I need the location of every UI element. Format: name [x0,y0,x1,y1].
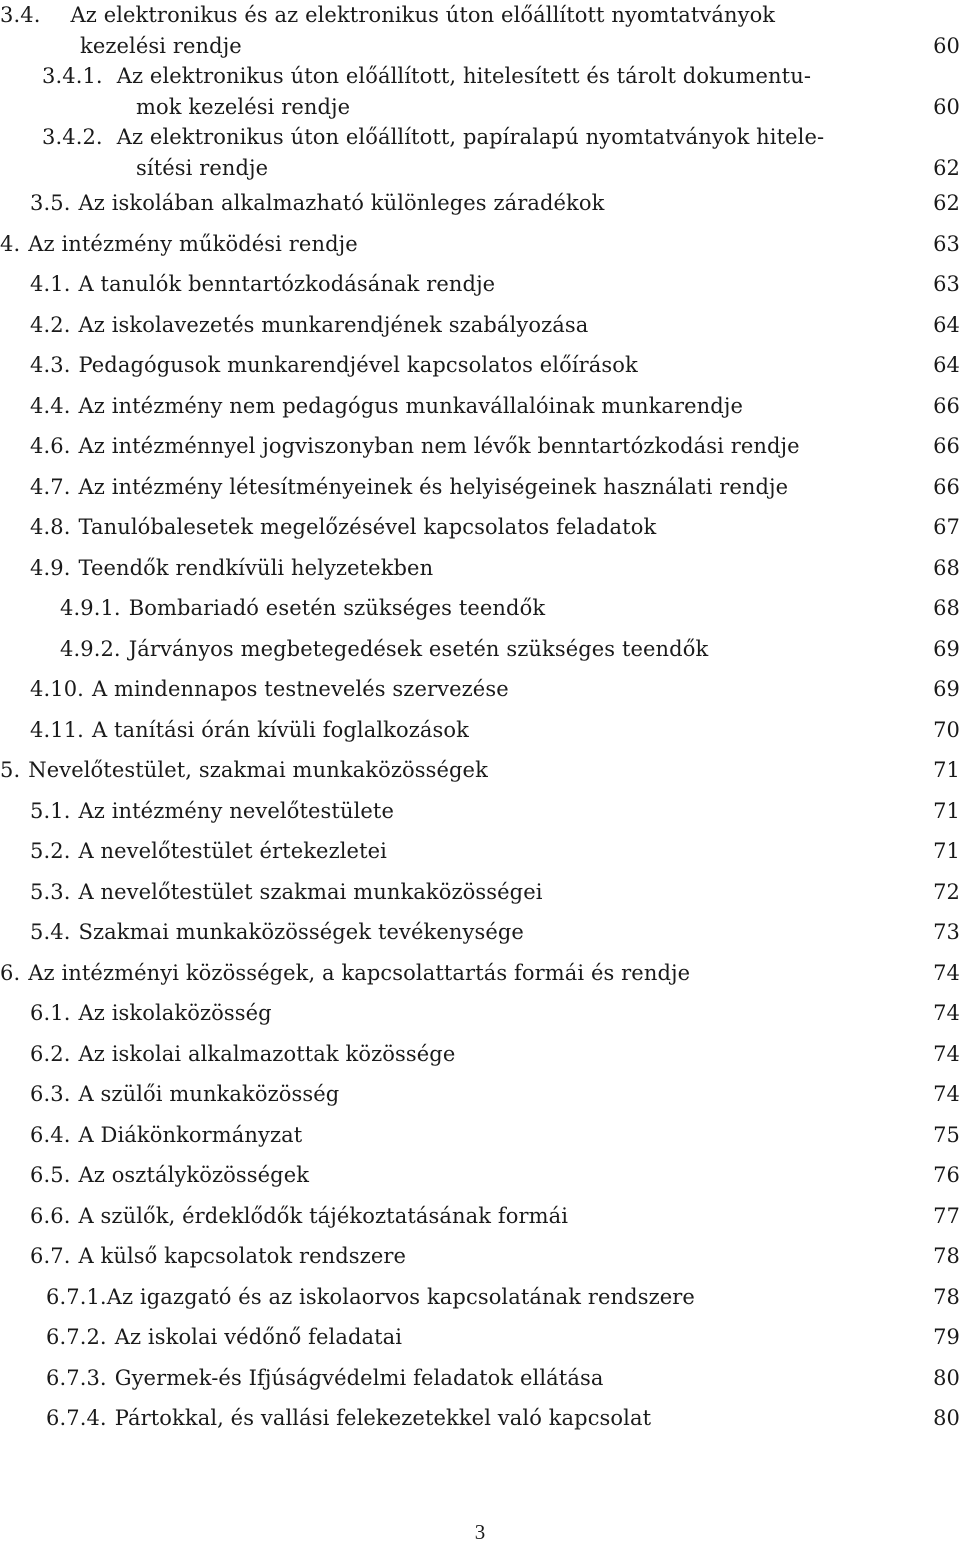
toc-page-number: 77 [933,1203,960,1228]
toc-entry[interactable] [0,993,960,1034]
toc-entry[interactable] [0,1398,960,1439]
toc-page-number: 72 [933,879,960,904]
toc-entry-number: 4.9. [30,555,71,580]
toc-entry[interactable] [0,426,960,467]
toc-entry-title: Az iskolaközösség [78,1001,272,1025]
toc-entry[interactable] [0,1115,960,1156]
toc-entry-number: 3.4.1. [42,64,103,88]
toc-entry-number: 6.7.3. [46,1365,107,1390]
toc-page-number: 74 [933,960,960,985]
toc-entry-number: 4.9.1. [60,596,121,620]
toc-entry[interactable] [0,872,960,913]
toc-page-number: 70 [933,717,960,742]
toc-page-number: 76 [933,1163,960,1187]
toc-page-number: 80 [933,1365,960,1390]
toc-entry-number: 6.7.2. [46,1325,107,1349]
toc-entry[interactable] [0,1196,960,1237]
toc-entry[interactable] [0,183,960,224]
toc-entry-number: 3.5. [30,191,71,215]
toc-page-number: 79 [933,1325,960,1349]
toc-entry-number: 4.3. [30,353,71,377]
toc-entry[interactable] [0,0,960,61]
toc-entry[interactable] [0,224,960,265]
toc-entry-title: Pártokkal, és vallási felekezetekkel való kapcsolat [114,1406,652,1430]
toc-entry[interactable] [0,710,960,751]
toc-page-number: 73 [933,920,960,944]
toc-entry[interactable] [0,831,960,872]
toc-entry-number: 4.9.2. [60,636,121,661]
toc-entry-number: 4.2. [30,312,71,337]
toc-entry-number: 6.7. [30,1244,71,1268]
toc-entry-number: 5.4. [30,920,71,944]
toc-page-number: 66 [933,434,960,458]
toc-entry[interactable] [0,467,960,508]
toc-entry-title: Az igazgató és az iskolaorvos kapcsolatának rendszere [106,1284,695,1309]
toc-entry-number: 6.2. [30,1041,71,1066]
toc-entry-title: Gyermek-és Ifjúságvédelmi feladatok ellátása [114,1365,604,1390]
toc-page-number: 66 [933,474,960,499]
toc-entry-title: Az iskolában alkalmazható különleges záradékok [78,191,605,215]
toc-entry-number: 4.7. [30,474,71,499]
toc-entry-title: Az iskolai alkalmazottak közössége [78,1041,456,1066]
toc-entry-title: Szakmai munkaközösségek tevékenysége [78,920,524,944]
toc-page-number: 62 [933,191,960,215]
toc-entry-title: A tanulók benntartózkodásának rendje [78,272,496,296]
toc-entry-number: 5.3. [30,879,71,904]
toc-entry-title: Az elektronikus úton előállított, hitelesített és tárolt dokumentu- [116,64,812,88]
toc-page-number: 78 [933,1284,960,1309]
toc-entry-title: Tanulóbalesetek megelőzésével kapcsolatos feladatok [78,515,657,539]
toc-entry-number: 6.5. [30,1163,71,1187]
toc-entry-title: Az intézménnyel jogviszonyban nem lévők benntartózkodási rendje [78,434,800,458]
toc-entry[interactable] [0,264,960,305]
toc-entry-number: 6.7.4. [46,1406,107,1430]
toc-entry-title: Teendők rendkívüli helyzetekben [78,555,434,580]
toc-entry-title: kezelési rendje [80,34,242,58]
toc-entry-title: A nevelőtestület szakmai munkaközösségei [78,879,543,904]
toc-entry[interactable] [0,1317,960,1358]
toc-page-number: 63 [933,231,960,256]
toc-entry-title: Bombariadó esetén szükséges teendők [128,596,546,620]
toc-page-number: 66 [933,393,960,418]
toc-entry-number: 6. [0,960,21,985]
toc-entry-title: mok kezelési rendje [136,95,351,119]
toc-entry-number: 6.1. [30,1001,71,1025]
toc-entry-number: 4.8. [30,515,71,539]
toc-entry-title: Az intézményi közösségek, a kapcsolattartás formái és rendje [28,960,691,985]
toc-page-number: 78 [933,1244,960,1268]
page-number: 3 [474,1520,486,1544]
toc-entry[interactable] [0,61,960,122]
toc-entry-title: sítési rendje [136,156,269,180]
toc-entry-title: Az intézmény nem pedagógus munkavállalóinak munkarendje [78,393,743,418]
toc-entry[interactable] [0,345,960,386]
toc-entry-title: A szülői munkaközösség [78,1082,340,1106]
toc-entry-title: Járványos megbetegedések esetén szükséges teendők [128,636,709,661]
toc-entry-number: 4.4. [30,393,71,418]
toc-entry[interactable] [0,629,960,670]
toc-entry[interactable] [0,953,960,994]
toc-entry[interactable] [0,791,960,832]
toc-entry-title: Nevelőtestület, szakmai munkaközösségek [28,758,488,782]
toc-entry-number: 4.6. [30,434,71,458]
toc-page-number: 67 [933,515,960,539]
toc-entry-number: 4. [0,231,21,256]
toc-page-number: 74 [933,1041,960,1066]
toc-entry[interactable] [0,122,960,183]
toc-page-number: 69 [933,677,960,701]
toc-entry[interactable] [0,912,960,953]
toc-entry[interactable] [0,1155,960,1196]
toc-entry[interactable] [0,548,960,589]
toc-entry[interactable] [0,1074,960,1115]
toc-entry-number: 4.1. [30,272,71,296]
toc-entry-title: A külső kapcsolatok rendszere [78,1244,407,1268]
toc-page-number: 64 [933,312,960,337]
toc-page-number: 63 [933,272,960,296]
toc-entry[interactable] [0,1034,960,1075]
toc-entry[interactable] [0,669,960,710]
toc-entry[interactable] [0,1277,960,1318]
toc-entry-title: A tanítási órán kívüli foglalkozások [91,717,469,742]
toc-entry-title: Az iskolai védőnő feladatai [114,1325,403,1349]
toc-page-number: 60 [933,95,960,119]
toc-entry[interactable] [0,386,960,427]
toc-page-number: 64 [933,353,960,377]
toc-entry-title: Az elektronikus úton előállított, papíralapú nyomtatványok hitele- [116,125,825,149]
toc-entry[interactable] [0,507,960,548]
toc-page-number: 80 [933,1406,960,1430]
toc-entry-title: Az elektronikus és az elektronikus úton előállított nyomtatványok [70,3,776,27]
toc-entry[interactable] [0,305,960,346]
toc-entry-title: Az iskolavezetés munkarendjének szabályozása [78,312,589,337]
toc-entry[interactable] [0,588,960,629]
toc-entry-title: A Diákönkormányzat [78,1122,303,1147]
toc-page-number: 71 [933,798,960,823]
toc-page-number: 74 [933,1001,960,1025]
toc-entry-number: 6.7.1. [46,1284,107,1309]
toc-entry-number: 5.2. [30,839,71,863]
toc-entry-title: Az intézmény létesítményeinek és helyiségeinek használati rendje [78,474,789,499]
toc-entry-number: 6.6. [30,1203,71,1228]
toc-page-number: 68 [933,596,960,620]
toc-entry[interactable] [0,1236,960,1277]
toc-entry-number: 6.3. [30,1082,71,1106]
toc-entry[interactable] [0,1358,960,1399]
toc-entry-title: A szülők, érdeklődők tájékoztatásának formái [78,1203,569,1228]
toc-entry-number: 3.4. [0,3,41,27]
toc-entry-number: 6.4. [30,1122,71,1147]
toc-page-number: 75 [933,1122,960,1147]
toc-entry-title: A nevelőtestület értekezletei [78,839,387,863]
toc-entry-number: 4.11. [30,717,84,742]
toc-page-number: 69 [933,636,960,661]
toc-page-number: 71 [933,758,960,782]
toc-entry-title: A mindennapos testnevelés szervezése [91,677,509,701]
toc-entry-number: 5. [0,758,21,782]
toc-page-number: 68 [933,555,960,580]
toc-entry-title: Az intézmény nevelőtestülete [78,798,394,823]
toc-page-number: 71 [933,839,960,863]
toc-entry[interactable] [0,750,960,791]
toc-entry-title: Az intézmény működési rendje [28,231,358,256]
toc-entry-title: Pedagógusok munkarendjével kapcsolatos előírások [78,353,638,377]
toc-page-number: 62 [933,156,960,180]
toc-entry-number: 4.10. [30,677,84,701]
toc-entry-number: 3.4.2. [42,125,103,149]
toc-page-number: 74 [933,1082,960,1106]
toc-page-number: 60 [933,34,960,58]
toc-entry-number: 5.1. [30,798,71,823]
toc-entry-title: Az osztályközösségek [78,1163,310,1187]
